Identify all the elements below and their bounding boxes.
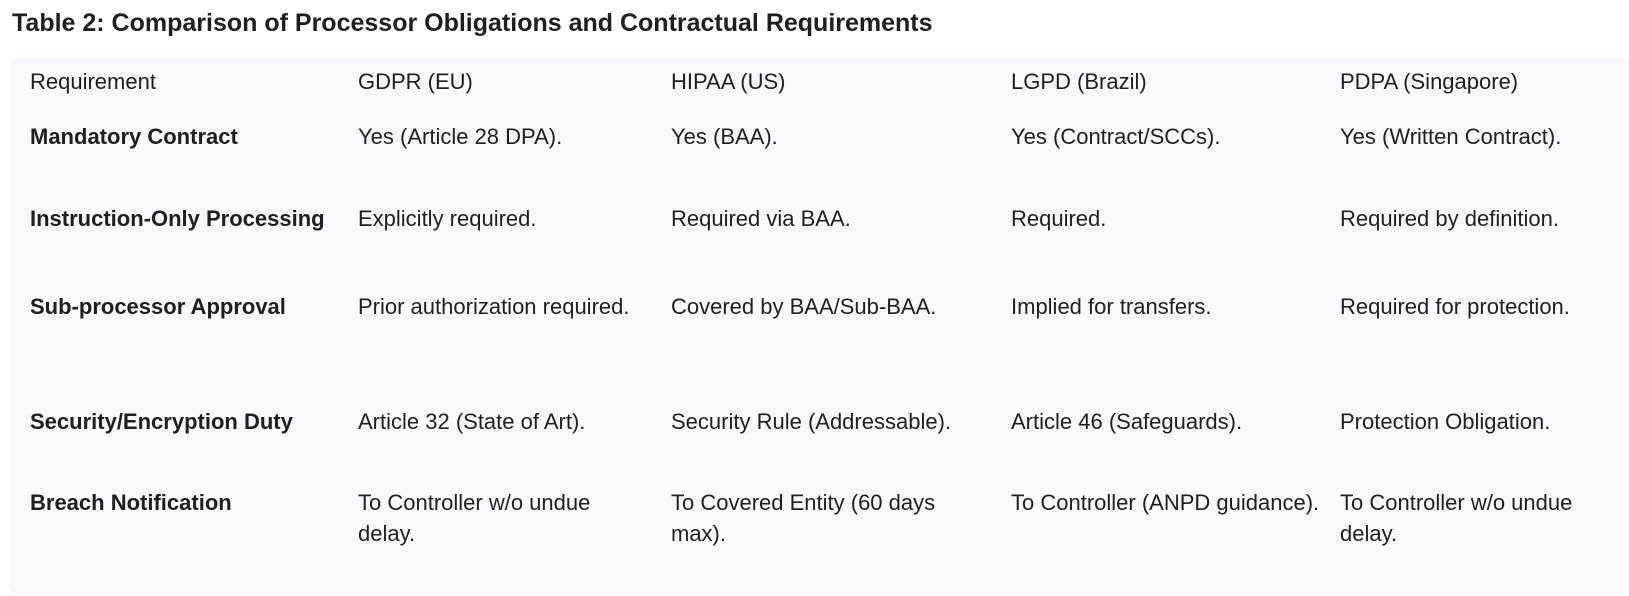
cell-text: Required by definition. [1340,206,1559,231]
cell-text: Required for protection. [1340,294,1570,319]
cell-text: Required via BAA. [671,206,851,231]
table-cell [671,121,1011,203]
table-cell [1011,121,1340,203]
table-row [30,203,1610,291]
column-header-requirement: Requirement [30,69,156,94]
cell-text: Protection Obligation. [1340,409,1551,434]
table-cell [1340,487,1610,577]
cell-text: Mandatory Contract [30,124,238,149]
cell-text: Required. [1011,206,1107,231]
table-cell [1340,406,1610,487]
cell-text: Yes (Contract/SCCs). [1011,124,1221,149]
cell-text: To Controller w/o undue delay. [1340,490,1573,546]
table-cell [1340,203,1610,291]
cell-text: Yes (Written Contract). [1340,124,1562,149]
table-row [30,291,1610,406]
table-row [30,487,1610,577]
row-header [30,291,358,406]
row-header [30,406,358,487]
column-header-pdpa: PDPA (Singapore) [1340,69,1519,94]
table-cell [358,203,671,291]
column-header-lgpd: LGPD (Brazil) [1011,69,1147,94]
column-header-gdpr: GDPR (EU) [358,69,473,94]
comparison-table [30,66,1610,577]
cell-text: Yes (Article 28 DPA). [358,124,563,149]
comparison-table-container [10,58,1629,593]
table-cell [671,203,1011,291]
cell-text: Sub-processor Approval [30,294,286,319]
cell-text: To Covered Entity (60 days max). [671,490,936,546]
cell-text: Covered by BAA/Sub-BAA. [671,294,937,319]
cell-text: Implied for transfers. [1011,294,1212,319]
table-caption: Table 2: Comparison of Processor Obligations and Contractual Requirements [12,9,933,37]
cell-text: Instruction-Only Processing [30,206,325,231]
cell-text: Breach Notification [30,490,232,515]
table-header-row [30,66,1610,121]
cell-text: Yes (BAA). [671,124,778,149]
column-header-hipaa: HIPAA (US) [671,69,786,94]
table-cell [1011,487,1340,577]
table-cell [671,406,1011,487]
cell-text: Security Rule (Addressable). [671,409,952,434]
table-cell [358,406,671,487]
cell-text: Explicitly required. [358,206,537,231]
cell-text: Security/Encryption Duty [30,409,293,434]
row-header [30,203,358,291]
table-cell [671,487,1011,577]
table-cell [1340,291,1610,406]
cell-text: Article 46 (Safeguards). [1011,409,1243,434]
table-cell [1340,121,1610,203]
table-cell [358,291,671,406]
row-header [30,121,358,203]
cell-text: To Controller w/o undue delay. [358,490,591,546]
cell-text: Article 32 (State of Art). [358,409,586,434]
cell-text: To Controller (ANPD guidance). [1011,490,1320,515]
table-row [30,406,1610,487]
table-cell [1011,203,1340,291]
table-cell [1011,406,1340,487]
table-cell [1011,291,1340,406]
row-header [30,487,358,577]
table-cell [358,121,671,203]
table-cell [671,291,1011,406]
table-row [30,121,1610,203]
table-cell [358,487,671,577]
cell-text: Prior authorization required. [358,294,630,319]
